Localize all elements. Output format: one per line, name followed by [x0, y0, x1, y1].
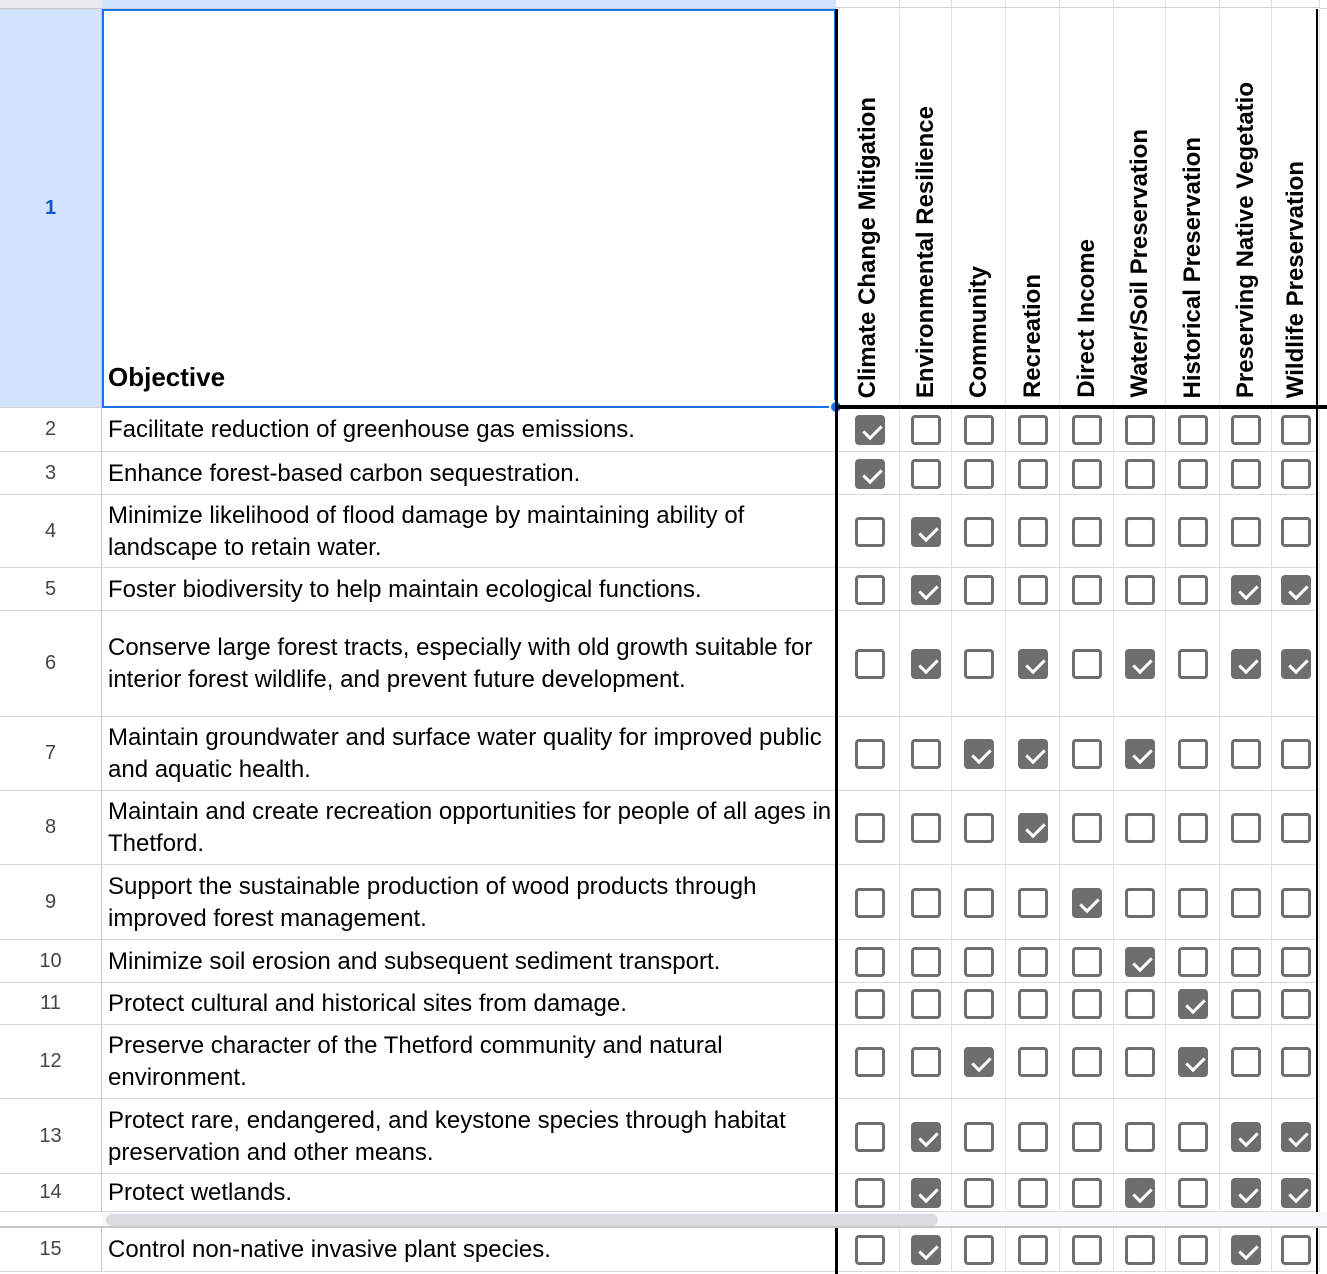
- checkbox-unchecked[interactable]: [1231, 813, 1261, 843]
- category-header-label: Water/Soil Preservation: [1126, 129, 1153, 398]
- row-header[interactable]: 7: [0, 717, 102, 791]
- checkbox-unchecked[interactable]: [1125, 989, 1155, 1019]
- column-header-b[interactable]: [102, 0, 836, 9]
- checkbox-unchecked[interactable]: [1072, 1178, 1102, 1208]
- checkbox-checked[interactable]: [911, 575, 941, 605]
- checkbox-unchecked[interactable]: [855, 575, 885, 605]
- checkbox-checked[interactable]: [1125, 947, 1155, 977]
- objective-text: Minimize likelihood of flood damage by maintaining ability of landscape to retain water.: [108, 501, 745, 561]
- checkbox-unchecked[interactable]: [1178, 649, 1208, 679]
- column-header[interactable]: [1006, 0, 1060, 8]
- checkbox-unchecked[interactable]: [1178, 739, 1208, 769]
- checkbox-unchecked[interactable]: [855, 1047, 885, 1077]
- objective-text: Foster biodiversity to help maintain ecological functions.: [108, 575, 702, 603]
- checkbox-unchecked[interactable]: [1281, 739, 1311, 769]
- checkbox-unchecked[interactable]: [1231, 1047, 1261, 1077]
- objective-text: Support the sustainable production of wood products through improved forest management.: [108, 872, 757, 932]
- objective-text: Facilitate reduction of greenhouse gas emissions.: [108, 416, 635, 443]
- checkbox-unchecked[interactable]: [855, 1178, 885, 1208]
- checkbox-unchecked[interactable]: [1281, 415, 1311, 445]
- checkbox-unchecked[interactable]: [911, 459, 941, 489]
- checkbox-unchecked[interactable]: [1178, 1235, 1208, 1265]
- checkbox-unchecked[interactable]: [1281, 459, 1311, 489]
- checkbox-checked[interactable]: [1281, 1178, 1311, 1208]
- column-divider: [1316, 9, 1318, 1274]
- checkbox-unchecked[interactable]: [1178, 947, 1208, 977]
- category-header-label: Environmental Resilience: [912, 105, 939, 398]
- checkbox-checked[interactable]: [911, 1178, 941, 1208]
- column-header[interactable]: [1060, 0, 1114, 8]
- category-header-cell[interactable]: [1272, 9, 1320, 408]
- checkbox-unchecked[interactable]: [1281, 888, 1311, 918]
- checkbox-checked[interactable]: [1125, 649, 1155, 679]
- checkbox-checked[interactable]: [911, 1122, 941, 1152]
- checkbox-unchecked[interactable]: [911, 888, 941, 918]
- checkbox-unchecked[interactable]: [1125, 459, 1155, 489]
- checkbox-unchecked[interactable]: [1178, 813, 1208, 843]
- checkbox-checked[interactable]: [855, 459, 885, 489]
- checkbox-checked[interactable]: [1231, 649, 1261, 679]
- checkbox-unchecked[interactable]: [964, 1178, 994, 1208]
- checkbox-unchecked[interactable]: [1281, 517, 1311, 547]
- checkbox-unchecked[interactable]: [855, 1235, 885, 1265]
- row-header[interactable]: 9: [0, 865, 102, 940]
- checkbox-unchecked[interactable]: [964, 517, 994, 547]
- checkbox-checked[interactable]: [1231, 1178, 1261, 1208]
- row-header[interactable]: 15: [0, 1228, 102, 1272]
- category-header-cell[interactable]: [900, 9, 952, 408]
- checkbox-unchecked[interactable]: [855, 813, 885, 843]
- checkbox-unchecked[interactable]: [1281, 989, 1311, 1019]
- checkbox-unchecked[interactable]: [1072, 989, 1102, 1019]
- row-header[interactable]: 12: [0, 1025, 102, 1099]
- checkbox-unchecked[interactable]: [1072, 649, 1102, 679]
- checkbox-unchecked[interactable]: [1231, 739, 1261, 769]
- checkbox-checked[interactable]: [1178, 1047, 1208, 1077]
- selected-cell-border: [102, 9, 836, 408]
- row-header-1[interactable]: 1: [0, 9, 102, 408]
- checkbox-unchecked[interactable]: [1072, 739, 1102, 769]
- column-header[interactable]: [952, 0, 1006, 8]
- row-header[interactable]: 6: [0, 611, 102, 717]
- objective-text: Preserve character of the Thetford community and natural environment.: [108, 1032, 723, 1091]
- checkbox-unchecked[interactable]: [1178, 1178, 1208, 1208]
- category-header-cell[interactable]: [836, 9, 900, 408]
- category-header-cell[interactable]: [952, 9, 1006, 408]
- checkbox-unchecked[interactable]: [1125, 575, 1155, 605]
- checkbox-unchecked[interactable]: [964, 459, 994, 489]
- checkbox-unchecked[interactable]: [1072, 1235, 1102, 1265]
- checkbox-checked[interactable]: [1281, 649, 1311, 679]
- checkbox-unchecked[interactable]: [1125, 415, 1155, 445]
- checkbox-unchecked[interactable]: [1018, 517, 1048, 547]
- checkbox-unchecked[interactable]: [1072, 813, 1102, 843]
- checkbox-unchecked[interactable]: [1018, 947, 1048, 977]
- row-header[interactable]: 8: [0, 791, 102, 865]
- checkbox-checked[interactable]: [911, 517, 941, 547]
- checkbox-unchecked[interactable]: [1125, 1047, 1155, 1077]
- category-header-label: Climate Change Mitigation: [854, 96, 881, 398]
- checkbox-checked[interactable]: [1072, 888, 1102, 918]
- column-header[interactable]: [836, 0, 900, 8]
- checkbox-checked[interactable]: [1281, 1122, 1311, 1152]
- objective-text: Protect wetlands.: [108, 1179, 293, 1206]
- category-header-cell[interactable]: [1114, 9, 1166, 408]
- checkbox-unchecked[interactable]: [1072, 459, 1102, 489]
- checkbox-unchecked[interactable]: [1072, 575, 1102, 605]
- select-all-corner[interactable]: [0, 0, 103, 9]
- header-divider: [836, 405, 1327, 409]
- checkbox-unchecked[interactable]: [1018, 459, 1048, 489]
- checkbox-unchecked[interactable]: [964, 813, 994, 843]
- checkbox-unchecked[interactable]: [1018, 575, 1048, 605]
- column-header[interactable]: [1166, 0, 1220, 8]
- objective-text: Protect cultural and historical sites from damage.: [108, 990, 627, 1017]
- checkbox-unchecked[interactable]: [855, 947, 885, 977]
- checkbox-unchecked[interactable]: [964, 989, 994, 1019]
- checkbox-unchecked[interactable]: [1178, 888, 1208, 918]
- row-header[interactable]: 10: [0, 940, 102, 983]
- checkbox-unchecked[interactable]: [1178, 459, 1208, 489]
- checkbox-checked[interactable]: [1125, 1178, 1155, 1208]
- checkbox-unchecked[interactable]: [911, 813, 941, 843]
- checkbox-unchecked[interactable]: [964, 575, 994, 605]
- checkbox-unchecked[interactable]: [855, 888, 885, 918]
- category-header-cell[interactable]: [1166, 9, 1220, 408]
- checkbox-unchecked[interactable]: [1072, 1122, 1102, 1152]
- category-header-label: Direct Income: [1073, 239, 1100, 398]
- checkbox-unchecked[interactable]: [964, 415, 994, 445]
- row-header[interactable]: 11: [0, 983, 102, 1025]
- checkbox-unchecked[interactable]: [1072, 947, 1102, 977]
- checkbox-unchecked[interactable]: [1231, 989, 1261, 1019]
- category-header-cell[interactable]: [1220, 9, 1272, 408]
- checkbox-unchecked[interactable]: [1072, 517, 1102, 547]
- checkbox-checked[interactable]: [964, 1047, 994, 1077]
- checkbox-checked[interactable]: [1231, 1122, 1261, 1152]
- checkbox-unchecked[interactable]: [964, 1235, 994, 1265]
- column-header[interactable]: [1320, 0, 1327, 9]
- checkbox-checked[interactable]: [964, 739, 994, 769]
- checkbox-unchecked[interactable]: [1125, 813, 1155, 843]
- checkbox-unchecked[interactable]: [1281, 1047, 1311, 1077]
- category-header-cell[interactable]: [1060, 9, 1114, 408]
- checkbox-unchecked[interactable]: [1178, 415, 1208, 445]
- checkbox-unchecked[interactable]: [1231, 517, 1261, 547]
- checkbox-unchecked[interactable]: [964, 888, 994, 918]
- row-header[interactable]: 2: [0, 408, 102, 452]
- checkbox-unchecked[interactable]: [1018, 1047, 1048, 1077]
- checkbox-unchecked[interactable]: [1178, 1122, 1208, 1152]
- checkbox-checked[interactable]: [1231, 575, 1261, 605]
- checkbox-unchecked[interactable]: [1018, 1178, 1048, 1208]
- checkbox-unchecked[interactable]: [1125, 888, 1155, 918]
- checkbox-unchecked[interactable]: [1125, 517, 1155, 547]
- checkbox-unchecked[interactable]: [1072, 415, 1102, 445]
- checkbox-unchecked[interactable]: [855, 989, 885, 1019]
- column-header[interactable]: [1272, 0, 1320, 8]
- category-header-label: Preserving Native Vegetatio: [1232, 81, 1259, 398]
- column-header[interactable]: [1114, 0, 1166, 8]
- checkbox-checked[interactable]: [1018, 813, 1048, 843]
- horizontal-scrollbar[interactable]: [106, 1214, 938, 1226]
- column-divider: [835, 9, 838, 1274]
- checkbox-checked[interactable]: [855, 415, 885, 445]
- checkbox-unchecked[interactable]: [855, 1122, 885, 1152]
- checkbox-unchecked[interactable]: [1125, 1235, 1155, 1265]
- objective-text: Control non-native invasive plant species.: [108, 1236, 551, 1263]
- checkbox-unchecked[interactable]: [911, 739, 941, 769]
- checkbox-checked[interactable]: [911, 1235, 941, 1265]
- checkbox-unchecked[interactable]: [855, 649, 885, 679]
- checkbox-unchecked[interactable]: [1125, 1122, 1155, 1152]
- category-header-label: Wildlife Preservation: [1282, 160, 1309, 398]
- checkbox-unchecked[interactable]: [855, 517, 885, 547]
- checkbox-checked[interactable]: [1018, 649, 1048, 679]
- checkbox-unchecked[interactable]: [1018, 888, 1048, 918]
- category-header-label: Recreation: [1019, 273, 1046, 398]
- checkbox-unchecked[interactable]: [1281, 1235, 1311, 1265]
- frozen-pane-divider: [0, 1226, 1327, 1228]
- checkbox-unchecked[interactable]: [1231, 415, 1261, 445]
- checkbox-unchecked[interactable]: [911, 947, 941, 977]
- objective-header[interactable]: Objective: [108, 362, 226, 392]
- column-header[interactable]: [900, 0, 952, 8]
- checkbox-unchecked[interactable]: [1281, 813, 1311, 843]
- category-header-label: Historical Preservation: [1179, 136, 1206, 398]
- checkbox-unchecked[interactable]: [1231, 459, 1261, 489]
- checkbox-unchecked[interactable]: [1018, 1122, 1048, 1152]
- checkbox-unchecked[interactable]: [855, 739, 885, 769]
- checkbox-unchecked[interactable]: [1018, 1235, 1048, 1265]
- checkbox-checked[interactable]: [1281, 575, 1311, 605]
- checkbox-unchecked[interactable]: [911, 415, 941, 445]
- row-header[interactable]: 14: [0, 1174, 102, 1212]
- checkbox-unchecked[interactable]: [1281, 947, 1311, 977]
- checkbox-checked[interactable]: [1125, 739, 1155, 769]
- checkbox-unchecked[interactable]: [1018, 989, 1048, 1019]
- checkbox-unchecked[interactable]: [1018, 415, 1048, 445]
- checkbox-unchecked[interactable]: [964, 947, 994, 977]
- checkbox-unchecked[interactable]: [1178, 575, 1208, 605]
- objective-text: Maintain and create recreation opportunities for people of all ages in Thetford.: [108, 798, 832, 857]
- row-header[interactable]: 4: [0, 495, 102, 568]
- checkbox-checked[interactable]: [1231, 1235, 1261, 1265]
- column-header[interactable]: [1220, 0, 1272, 8]
- row-header[interactable]: 3: [0, 452, 102, 495]
- objective-text: Protect rare, endangered, and keystone species through habitat preservation and other means.: [108, 1106, 786, 1166]
- checkbox-unchecked[interactable]: [964, 1122, 994, 1152]
- checkbox-checked[interactable]: [1178, 989, 1208, 1019]
- checkbox-unchecked[interactable]: [1178, 517, 1208, 547]
- category-header-label: Community: [965, 266, 992, 398]
- checkbox-checked[interactable]: [911, 649, 941, 679]
- objective-text: Minimize soil erosion and subsequent sediment transport.: [108, 947, 721, 975]
- objective-text: Conserve large forest tracts, especially with old growth suitable for interior forest wildlife, and prevent future development.: [108, 634, 813, 693]
- row-header[interactable]: 13: [0, 1099, 102, 1174]
- checkbox-unchecked[interactable]: [911, 1047, 941, 1077]
- checkbox-unchecked[interactable]: [1231, 888, 1261, 918]
- checkbox-checked[interactable]: [1018, 739, 1048, 769]
- checkbox-unchecked[interactable]: [1231, 947, 1261, 977]
- row-header[interactable]: 5: [0, 568, 102, 611]
- checkbox-unchecked[interactable]: [1072, 1047, 1102, 1077]
- objective-text: Maintain groundwater and surface water quality for improved public and aquatic health.: [108, 724, 822, 783]
- category-header-cell[interactable]: [1006, 9, 1060, 408]
- checkbox-unchecked[interactable]: [964, 649, 994, 679]
- objective-text: Enhance forest-based carbon sequestration.: [108, 459, 581, 487]
- checkbox-unchecked[interactable]: [911, 989, 941, 1019]
